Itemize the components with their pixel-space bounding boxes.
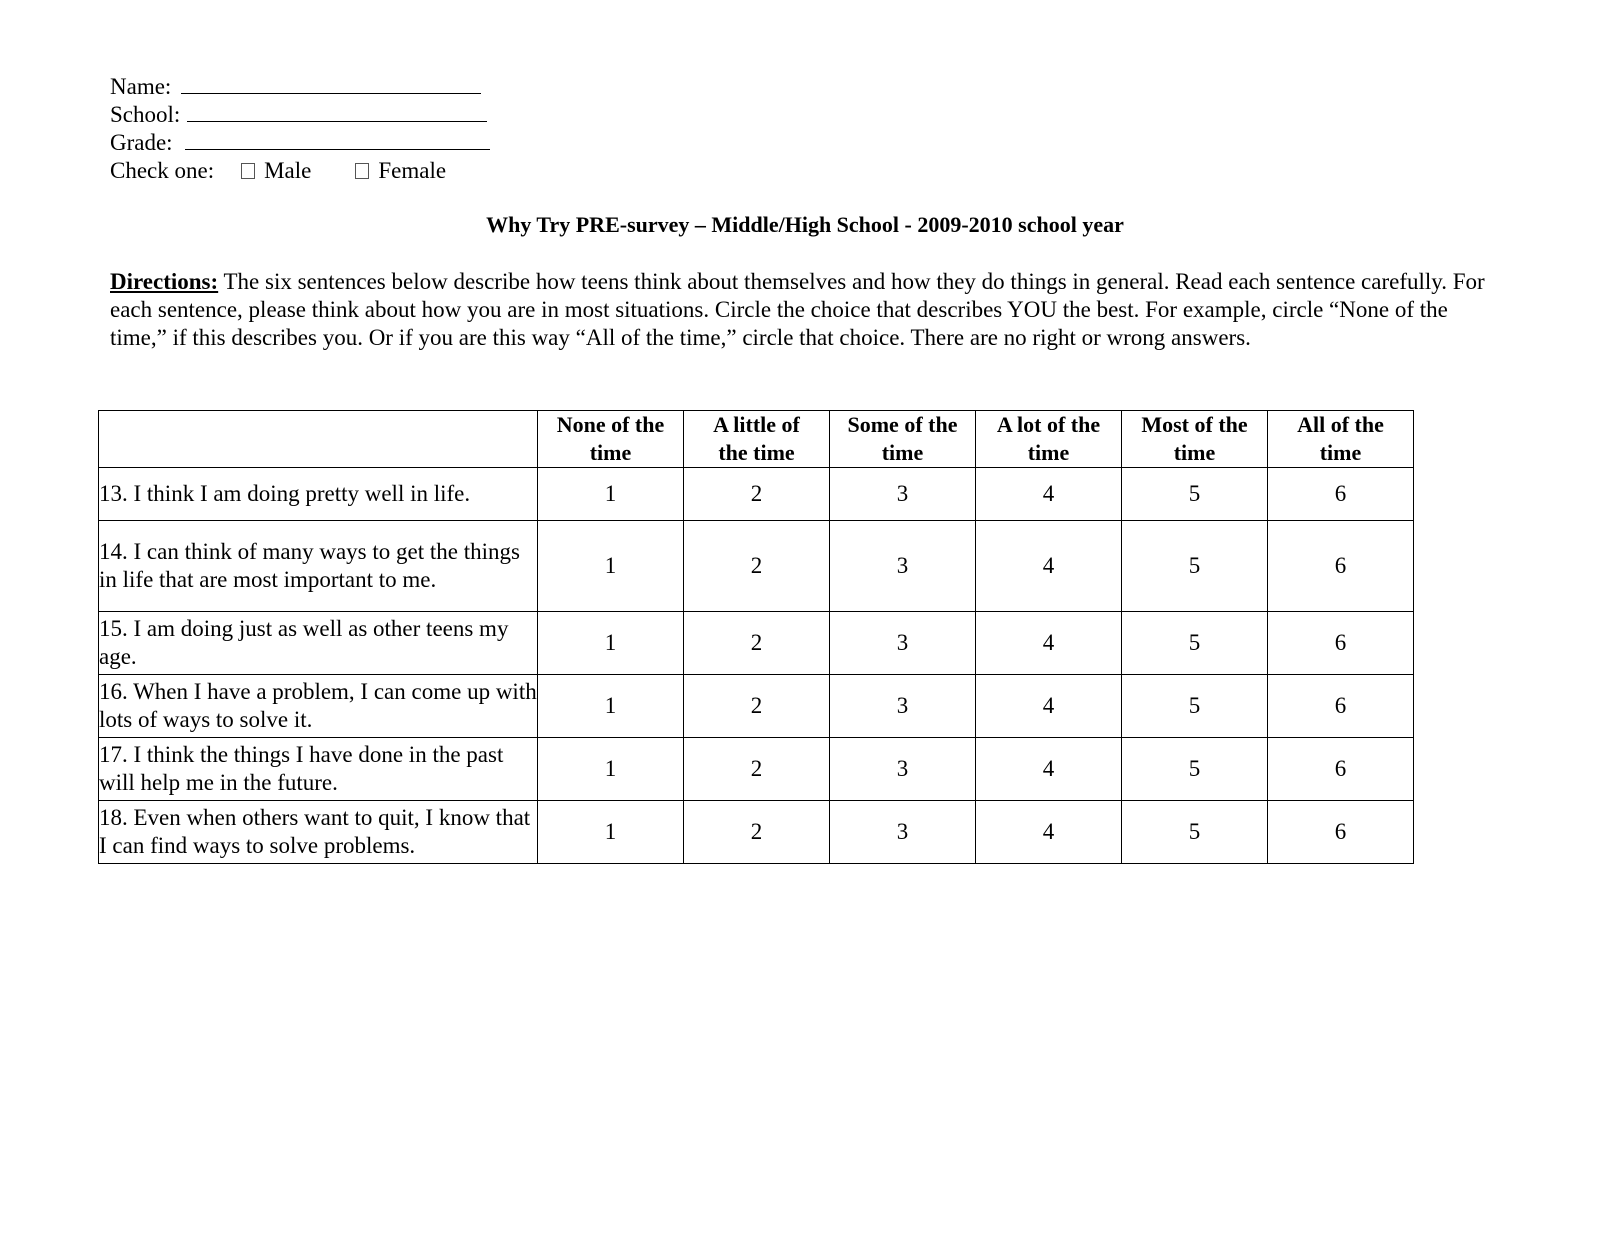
choice-cell[interactable]: 6 (1268, 675, 1414, 738)
choice-cell[interactable]: 5 (1122, 521, 1268, 612)
school-label: School: (110, 102, 181, 127)
choice-cell[interactable]: 6 (1268, 612, 1414, 675)
column-header-line: time (1319, 440, 1362, 465)
check-one-label: Check one: (110, 158, 215, 183)
statement-15: 15. I am doing just as well as other teens my age. (99, 612, 538, 675)
male-option-label: Male (264, 158, 312, 183)
grade-blank-line[interactable] (185, 131, 490, 150)
male-checkbox[interactable] (241, 163, 255, 179)
column-header-line: time (1173, 440, 1216, 465)
choice-cell[interactable]: 5 (1122, 801, 1268, 864)
choice-cell[interactable]: 4 (976, 675, 1122, 738)
column-header-line: Some of the (847, 412, 958, 437)
choice-cell[interactable]: 1 (538, 738, 684, 801)
student-info-fields (110, 73, 490, 185)
choice-cell[interactable]: 3 (830, 612, 976, 675)
directions-text: The six sentences below describe how teens think about themselves and how they do things in general. Read each sentence carefully. For each sentence, please think about how you are in most situations. Circle the choice that describes YOU the best. For example, circle “None of the time,” if this describes you. Or if you are this way “All of the time,” circle that choice. There are no right or wrong answers. (110, 269, 1485, 350)
table-row (99, 738, 1414, 801)
column-header-line: A lot of the (996, 412, 1101, 437)
choice-cell[interactable]: 1 (538, 468, 684, 521)
statement-18: 18. Even when others want to quit, I know that I can find ways to solve problems. (99, 801, 538, 864)
table-row (99, 521, 1414, 612)
directions-paragraph (110, 268, 1500, 352)
school-blank-line[interactable] (187, 103, 487, 122)
column-header-line: All of the (1297, 412, 1384, 437)
survey-title: Why Try PRE-survey – Middle/High School - 2009-2010 school year (486, 212, 1124, 237)
choice-cell[interactable]: 6 (1268, 468, 1414, 521)
table-row (99, 468, 1414, 521)
choice-cell[interactable]: 4 (976, 521, 1122, 612)
choice-cell[interactable]: 2 (684, 468, 830, 521)
choice-cell[interactable]: 4 (976, 801, 1122, 864)
column-header-most (1122, 411, 1268, 468)
choice-cell[interactable]: 2 (684, 612, 830, 675)
choice-cell[interactable]: 6 (1268, 521, 1414, 612)
choice-cell[interactable]: 6 (1268, 738, 1414, 801)
choice-cell[interactable]: 1 (538, 612, 684, 675)
male-option[interactable] (241, 157, 311, 185)
statement-14: 14. I can think of many ways to get the things in life that are most important to me. (99, 521, 538, 612)
column-header-line: the time (718, 440, 795, 465)
table-header-row (99, 411, 1414, 468)
column-header-line: A little of (713, 412, 800, 437)
column-header-all (1268, 411, 1414, 468)
column-header-line: Most of the (1141, 412, 1248, 437)
statement-17: 17. I think the things I have done in the past will help me in the future. (99, 738, 538, 801)
gender-check-row (110, 157, 490, 185)
choice-cell[interactable]: 5 (1122, 612, 1268, 675)
choice-cell[interactable]: 5 (1122, 738, 1268, 801)
female-checkbox[interactable] (355, 163, 369, 179)
choice-cell[interactable]: 2 (684, 738, 830, 801)
choice-cell[interactable]: 5 (1122, 468, 1268, 521)
choice-cell[interactable]: 6 (1268, 801, 1414, 864)
name-blank-line[interactable] (181, 75, 481, 94)
choice-cell[interactable]: 1 (538, 801, 684, 864)
choice-cell[interactable]: 4 (976, 468, 1122, 521)
choice-cell[interactable]: 4 (976, 612, 1122, 675)
female-option[interactable] (355, 157, 446, 185)
column-header-line: time (881, 440, 924, 465)
statement-16: 16. When I have a problem, I can come up with lots of ways to solve it. (99, 675, 538, 738)
column-header-a-lot (976, 411, 1122, 468)
table-row (99, 801, 1414, 864)
choice-cell[interactable]: 2 (684, 521, 830, 612)
female-option-label: Female (378, 158, 447, 183)
choice-cell[interactable]: 2 (684, 675, 830, 738)
survey-table (98, 410, 1414, 864)
column-header-line: time (1027, 440, 1070, 465)
column-header-none (538, 411, 684, 468)
column-header-a-little (684, 411, 830, 468)
directions-label: Directions: (110, 269, 219, 294)
table-row (99, 612, 1414, 675)
choice-cell[interactable]: 5 (1122, 675, 1268, 738)
column-header-line: None of the (556, 412, 665, 437)
choice-cell[interactable]: 3 (830, 468, 976, 521)
choice-cell[interactable]: 2 (684, 801, 830, 864)
statement-13: 13. I think I am doing pretty well in life. (99, 468, 538, 521)
name-field-row (110, 73, 490, 101)
grade-field-row (110, 129, 490, 157)
column-header-some (830, 411, 976, 468)
choice-cell[interactable]: 1 (538, 675, 684, 738)
table-row (99, 675, 1414, 738)
choice-cell[interactable]: 4 (976, 738, 1122, 801)
choice-cell[interactable]: 3 (830, 521, 976, 612)
grade-label: Grade: (110, 130, 173, 155)
school-field-row (110, 101, 490, 129)
statement-column-header (99, 411, 538, 468)
choice-cell[interactable]: 3 (830, 801, 976, 864)
choice-cell[interactable]: 1 (538, 521, 684, 612)
column-header-line: time (589, 440, 632, 465)
choice-cell[interactable]: 3 (830, 738, 976, 801)
name-label: Name: (110, 74, 172, 99)
choice-cell[interactable]: 3 (830, 675, 976, 738)
